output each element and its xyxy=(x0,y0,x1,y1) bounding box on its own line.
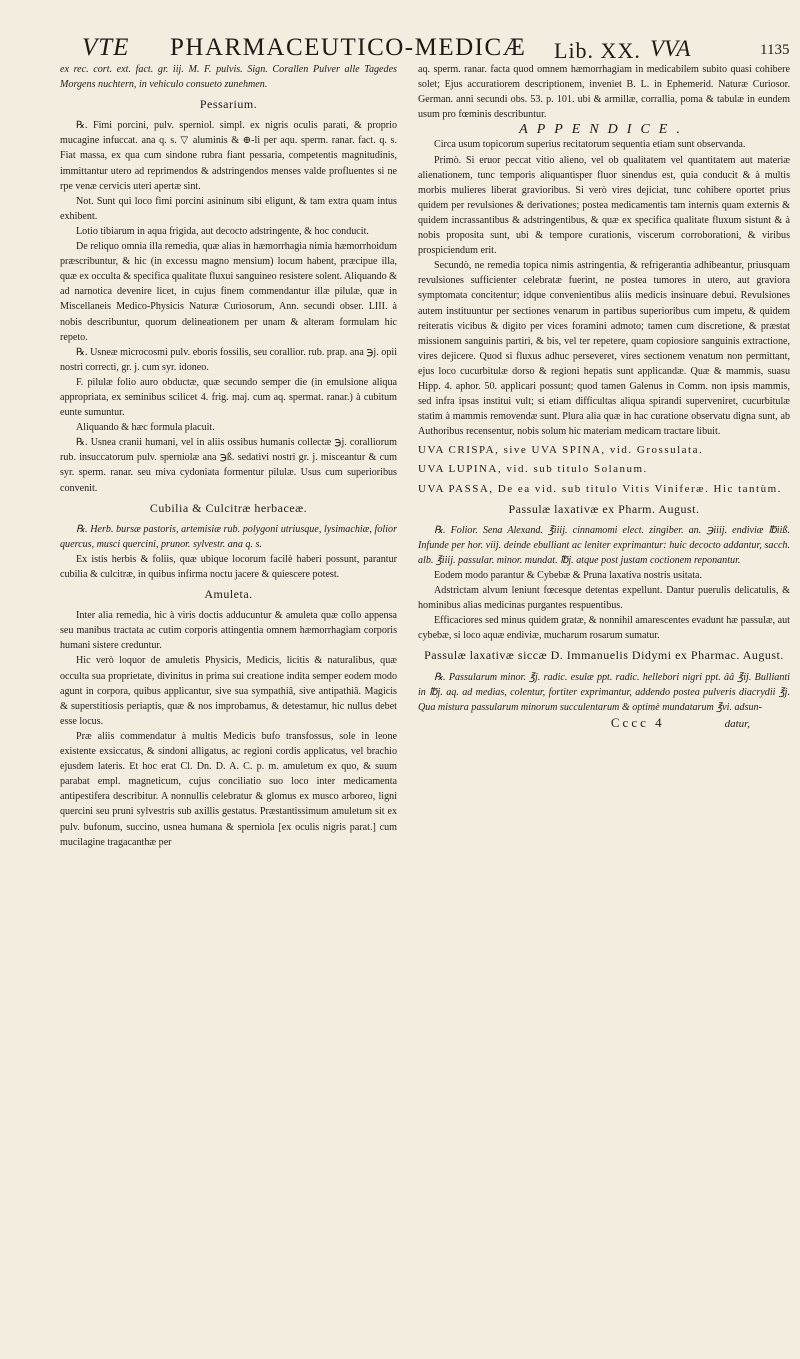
paragraph: Eodem modo parantur & Cybebæ & Pruna laxativa nostris usitata. xyxy=(434,570,702,581)
entry-reference: UVA LUPINA, vid. sub titulo Solanum. xyxy=(418,463,648,476)
header-book: Lib. XX. xyxy=(554,38,641,63)
section-heading: Cubilia & Culcitræ herbaceæ. xyxy=(149,500,308,515)
header-left: VTE xyxy=(82,34,130,61)
signature-mark: Cccc 4 xyxy=(610,714,665,730)
paragraph: ℞. Usneæ microcosmi pulv. eboris fossilis, seu corallior. rub. prap. ana ℈j. opii nostri correcti, gr. j. cum syr. idoneo. xyxy=(60,346,397,373)
text-columns xyxy=(60,62,790,1352)
page-number: 1135 xyxy=(760,42,790,58)
paragraph: Hic verò loquor de amuletis Physicis, Medicis, licitis & naturalibus, quæ occulta sua proprietate, divinitus in prima sui creatione indita semper eodem modo agunt in corpora, quibus applicantur, sive sua sympathiâ, sive antipathiâ. Magicis & superstitiosis periaptis, quæ & nos improbamus, & detestamur, hic nullus debet esse locus. xyxy=(60,655,397,727)
paragraph: Inter alia remedia, hic à viris doctis adducuntur & amuleta quæ collo appensa seu manibus tractata ac cutim corporis attingentia omnem hæmorrhagiam corporis humani sistere creduntur. xyxy=(60,610,397,652)
appendix-heading: APPENDICE. xyxy=(519,122,689,138)
paragraph: Secundò, ne remedia topica nimis astringentia, & refrigerantia adhibeantur, priusquam revulsiones sufficienter celebratæ fuerint, ne postea tumores in utero, aut graviora symptomata concitentur; idque convenientibus aliis medicis insinuare debui. Revulsiones autem instituuntur per sectiones venarum in partibus superioribus cum impetu, & quidem reiteratis vicibus & digito per vices foramini admoto; tamen cum discretione, & præstat missionem sanguinis partiri, & bis, vel ter repetere, quam copiosiore sanguinis extractione, vires dejicere. Quod si fluxus adhuc perseveret, vires sectionem venatum non permittant, ejus loco cucurbitulæ dorso & regioni hepatis sunt applicandæ. Quæ & mammis, suasu Hipp. 4. aphor. 50. applicari possunt; quod tamen Galenus in Comm. non ipsis mammis, sed infra ipsas institui vult; si etiam difficultas aliqua spirandi superveniret, cucurbitulæ statim à mammis removendæ sunt. Plura alia quæ in hac curatione observatu digna sunt, ab Authoribus recensentur, nobis solum hic materiam medicam tractare libuit. xyxy=(418,260,790,438)
paragraph: aq. sperm. ranar. facta quod omnem hæmorrhagiam in medicabilem subito quasi cohibere solet; Ejus accuratiorem descriptionem, inveniet B. L. in Ephemerid. Naturæ Curiosor. German. anni secundi obs. 53. p. 101. ubi & armillæ, corrallia, poma & tabulæ in eundem usum pro fœminis describuntur. xyxy=(418,64,790,121)
paragraph: Lotio tibiarum in aqua frigida, aut decocto adstringente, & hoc conducit. xyxy=(76,225,369,237)
signature-line xyxy=(418,715,790,732)
paragraph: Ex istis herbis & foliis, quæ ubique locorum facilè haberi possunt, parantur cubilia & culcitræ, in quibus infirma noctu jacere & quiescere potest. xyxy=(60,553,397,580)
paragraph: Primò. Si eruor peccat vitio alieno, vel ob qualitatem vel quantitatem aut materiæ alienationem, tunc temporis aliquantisper fluor sinendus est, quia conducit & à multis morbis mulieres liberat gravioribus. Si verò vires dejiciat, tunc cohibere oportet prius quidem per revulsiones & derivationes; postea medicamentis tam internis quam externis & quidem incrassantibus & adstringentibus, & quæ ex specifica qualitate fluxum sistunt & à nobis proposita sunt, ubi & tempore curationis, viscerum corroborationi, & viribus prospiciendum erit. xyxy=(418,154,790,257)
paragraph: ℞. Herb. bursæ pastoris, artemisiæ rub. polygoni utriusque, lysimachiæ, folior quercus, musci quercini, prunor. sylvestr. ana q. s. xyxy=(60,523,397,550)
paragraph: ℞. Usnea cranii humani, vel in aliis ossibus humanis collectæ ℈j. coralliorum rub. insuccatorum pulv. sperniolæ ana ℈ß. sedativi nostri gr. j. misceantur & cum syr. sperm. ranar. seu miva cydoniata formentur pilulæ. Usus cum superioribus convenit. xyxy=(60,437,397,494)
section-heading: Amuleta. xyxy=(204,587,253,602)
paragraph: Not. Sunt qui loco fimi porcini asininum sibi eligunt, & tam extra quam intus exhibent. xyxy=(60,195,397,222)
running-header xyxy=(22,0,790,63)
paragraph: Præ aliis commendatur à multis Medicis bufo transfossus, sole in leone existente exsiccatus, & sindoni alligatus, ac regioni cordis applicatus, vel brachio ejusdem lateris. Et hoc erat Cl. Dn. D. A. C. p. m. amuletum ex quo, & suum parabat empl. magneticum, cujus conciliatio suo loco inter medicamenta antipestifera describitur. A nonnullis celebratur & glomus ex musco arboreo, ligni quercini seu pruni sylvestris sub axillis gestatus. Præstantissimum amuletum sit ex pulv. bufonum, succino, usnea humana & sperniola [ex oculis nigris parat.] cum mucilagine tragacanthæ per xyxy=(60,730,397,848)
entry-reference: UVA CRISPA, sive UVA SPINA, vid. Grossulata. xyxy=(418,444,704,457)
paragraph: ℞. Folior. Sena Alexand. ℥iiij. cinnamomi elect. zingiber. an. ℈iiij. endiviæ ℔iiß. Infunde per hor. viij. deinde ebulliant ac leniter exprimantur: huic decocto addantur, sacch. alb. ℥iiij. passular. minor. mundat. ℔j. atque post justam coctionem reponantur. xyxy=(418,524,790,566)
paragraph: ℞. Fimi porcini, pulv. sperniol. simpl. ex nigris oculis parati, & proprio mucagine infuccat. ana q. s. ▽ aluminis & ⊕-li per aqu. sperm. ranar. fact. q. s. Fiat massa, ex qua cum sindone rubra fiant pessaria, competentis magnitudinis, immittantur utero ad reprimendos & adstringendos menses valde profluentes si ne rpe venæ cervicis uteri apertæ sint. xyxy=(60,120,397,192)
right-column xyxy=(418,62,790,732)
paragraph: De reliquo omnia illa remedia, quæ alias in hæmorrhagia nimia hæmorrhoidum præscribuntur, & hic (in excessu magno mensium) locum habent, præcipue illa, quæ ex occulta & specifica qualitate fluxui sanguineo resistere solent. Aliquando & ad narnotica devenire licet, in cujus finem commendantur illæ pilulæ, quæ in Miscellaneis Medico-Physicis Naturæ Curiosorum, Ann. secundi obser. LIII. à nobis describuntur, quorum delineationem per unam & alteram formulam hic repeto. xyxy=(60,241,397,343)
text-block: ex rec. cort. ext. fact. gr. iij. M. F. pulvis. Sign. Corallen Pulver alle Tagedes Morgens nuchtern, in vehiculo consueto zunehmen. xyxy=(60,64,397,91)
paragraph: F. pilulæ folio auro obductæ, quæ secundo semper die (in emulsione aliqua appropriata, ex seminibus scilicet 4. frig. maj. cum aq. spermat. ranar.) à cubitum eunte sumuntur. xyxy=(60,376,397,419)
paragraph: ℞. Passularum minor. ℥j. radic. esulæ ppt. radic. hellebori nigri ppt. ââ ℥ij. Bullianti in ℔j. aq. ad medias, colentur, fortiter exprimantur, addendo postea pulveris diacrydii ℥j. Qua mistura passularum minorum succulentarum & optimè mundatarum ℥vi. adsun- xyxy=(418,671,790,713)
paragraph: Adstrictam alvum leniunt fœcesque detentas expellunt. Dantur puerulis delicatulis, & hominibus alias medicinas purgantes respuentibus. xyxy=(418,585,790,612)
header-title: PHARMACEUTICO-MEDICÆ xyxy=(170,34,527,61)
paragraph: Efficaciores sed minus quidem gratæ, & nonnihil amarescentes evadunt hæ passulæ, aut cybebæ, si loco aquæ endiviæ, mucharum rosarum sumatur. xyxy=(418,615,790,642)
section-heading: Pessarium. xyxy=(199,97,258,112)
paragraph: Circa usum topicorum superius recitatorum sequentia etiam sunt observanda. xyxy=(434,139,746,151)
entry-reference: UVA PASSA, De ea vid. sub titulo Vitis Viniferæ. Hic tantùm. xyxy=(418,482,782,495)
left-column xyxy=(60,62,397,850)
section-heading: Passulæ laxativæ siccæ D. Immanuelis Didymi ex Pharmac. August. xyxy=(424,648,784,663)
catchword: datur, xyxy=(724,717,750,730)
paragraph: Aliquando & hæc formula placuit. xyxy=(76,422,215,434)
header-right: VVA xyxy=(650,36,691,61)
section-heading: Passulæ laxativæ ex Pharm. August. xyxy=(508,501,700,516)
